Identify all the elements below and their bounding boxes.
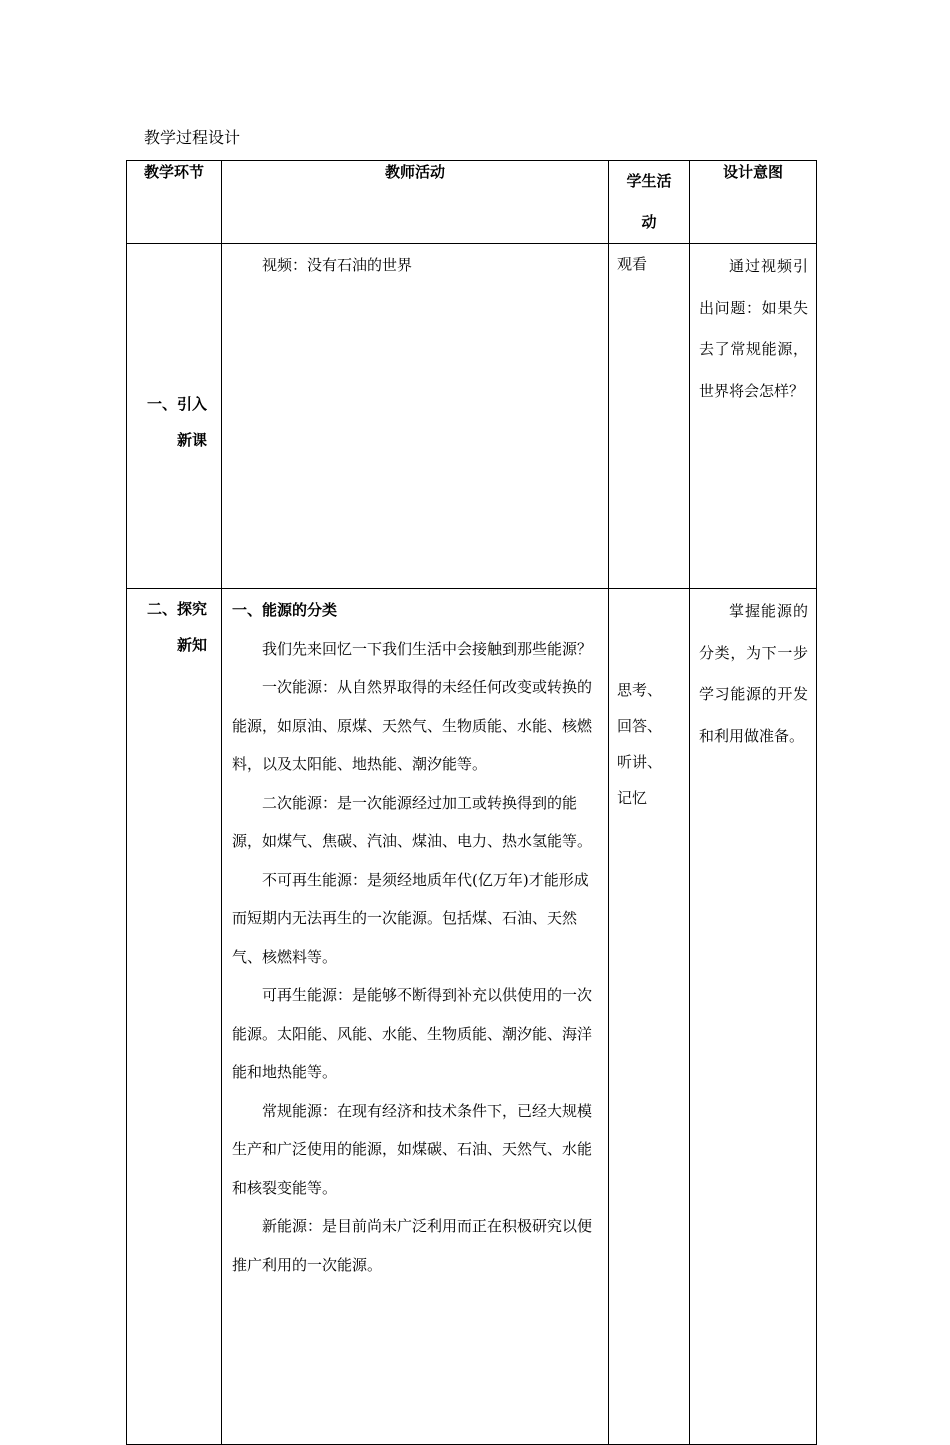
- paragraph: 二次能源：是一次能源经过加工或转换得到的能源，如煤气、焦碳、汽油、煤油、电力、热水氢能等。: [232, 793, 593, 850]
- teacher-cell: [222, 589, 609, 1445]
- section-title: 一、能源的分类: [232, 601, 338, 619]
- teacher-text: 视频：没有石油的世界: [262, 256, 413, 274]
- stage-cell: [127, 244, 222, 589]
- paragraph: 可再生能源：是能够不断得到补充以供使用的一次能源。太阳能、风能、水能、生物质能、潮汐能、海洋能和地热能等。: [232, 986, 593, 1081]
- teacher-cell: [222, 244, 609, 589]
- page-title: 教学过程设计: [144, 128, 241, 147]
- header-student-line2: 动: [641, 213, 657, 231]
- stage-line2: 新课: [176, 431, 207, 449]
- student-line: 记忆: [617, 789, 648, 807]
- header-stage: 教学环节: [127, 161, 222, 244]
- lesson-plan-table: [126, 160, 817, 1445]
- paragraph: 新能源：是目前尚未广泛利用而正在积极研究以便推广利用的一次能源。: [232, 1217, 593, 1274]
- table-row: [127, 589, 817, 1445]
- paragraph: 不可再生能源：是须经地质年代(亿万年)才能形成而短期内无法再生的一次能源。包括煤、石油、天然气、核燃料等。: [232, 870, 589, 966]
- student-cell: 观看: [609, 244, 690, 589]
- stage-line1: 一、引入: [146, 395, 207, 413]
- intent-text: 通过视频引出问题：如果失去了常规能源，世界将会怎样？: [699, 257, 808, 400]
- paragraph: 一次能源：从自然界取得的未经任何改变或转换的能源，如原油、原煤、天然气、生物质能、水能、核燃料，以及太阳能、地热能、潮汐能等。: [232, 678, 593, 773]
- header-intent: 设计意图: [690, 161, 817, 244]
- stage-line1: 二、探究: [146, 600, 207, 618]
- paragraph: 常规能源：在现有经济和技术条件下，已经大规模生产和广泛使用的能源，如煤碳、石油、天然气、水能和核裂变能等。: [232, 1101, 593, 1197]
- table-row: [127, 244, 817, 589]
- student-cell: [609, 589, 690, 1445]
- header-student-line1: 学生活: [626, 172, 672, 190]
- intent-cell: [690, 244, 817, 589]
- stage-cell: [127, 589, 222, 1445]
- table-header-row: [127, 161, 817, 244]
- intent-text: 掌握能源的分类，为下一步学习能源的开发和利用做准备。: [699, 602, 808, 745]
- student-line: 回答、: [617, 717, 663, 735]
- stage-line2: 新知: [176, 636, 207, 654]
- header-teacher: 教师活动: [222, 161, 609, 244]
- student-line: 思考、: [617, 681, 663, 699]
- paragraph: 我们先来回忆一下我们生活中会接触到那些能源？: [262, 639, 593, 658]
- intent-cell: [690, 589, 817, 1445]
- header-student: [609, 161, 690, 244]
- student-line: 听讲、: [617, 753, 663, 771]
